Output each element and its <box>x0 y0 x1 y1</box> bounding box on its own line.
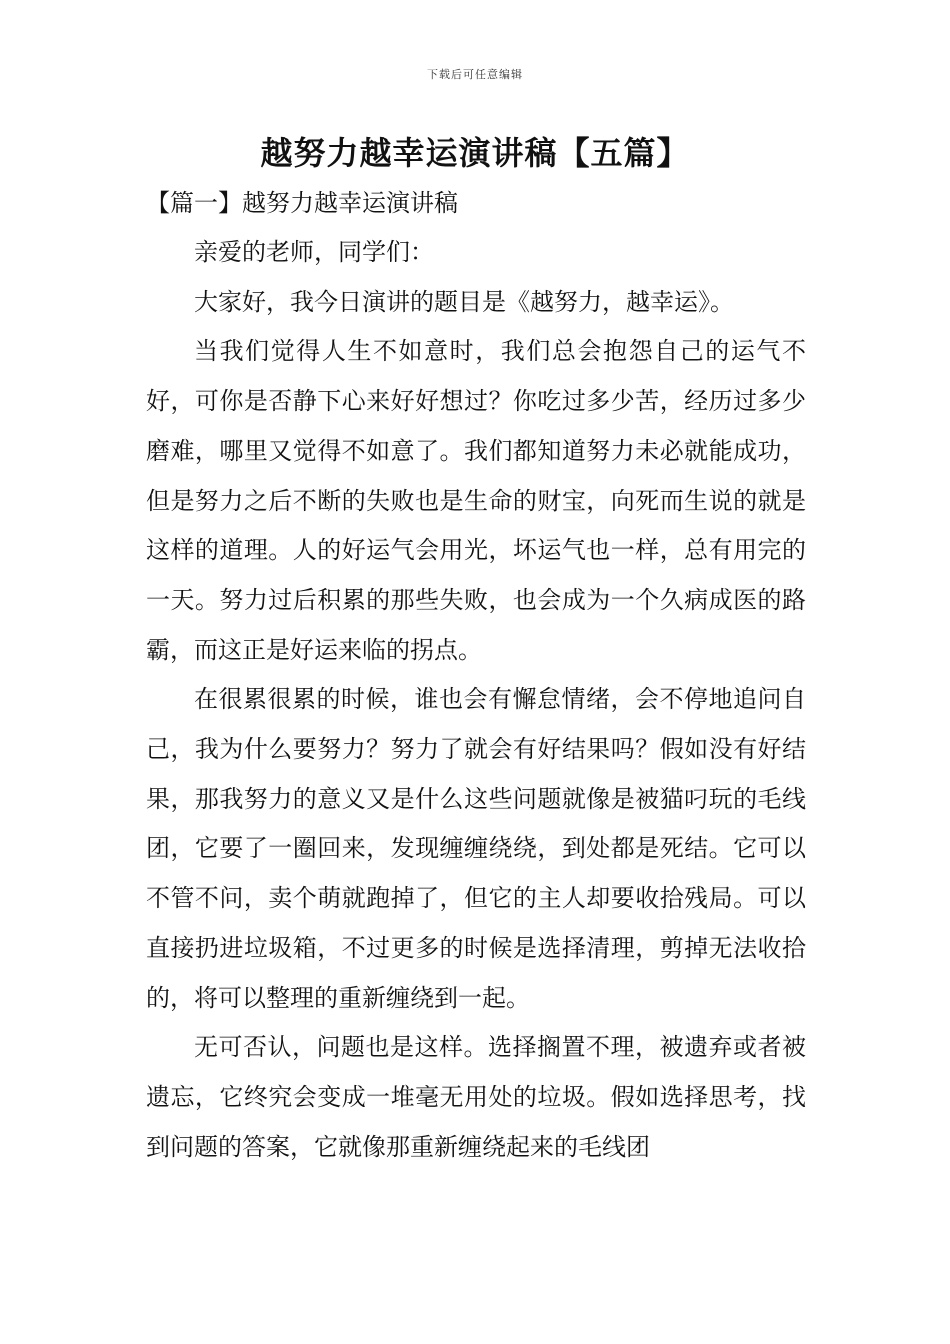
paragraph-intro: 大家好，我今日演讲的题目是《越努力，越幸运》。 <box>194 287 734 316</box>
body-text <box>146 228 806 1172</box>
paragraph: 在很累很累的时候，谁也会有懈怠情绪，会不停地追问自己，我为什么要努力？努力了就会有好结果吗？假如没有好结果，那我努力的意义又是什么这些问题就像是被猫叼玩的毛线团，它要了一圈回来，发现缠缠绕绕，到处都是死结。它可以不管不问，卖个萌就跑掉了，但它的主人却要收拾残局。可以直接扔进垃圾箱，不过更多的时候是选择清理，剪掉无法收拾的，将可以整理的重新缠绕到一起。 <box>146 685 806 1012</box>
paragraph: 当我们觉得人生不如意时，我们总会抱怨自己的运气不好，可你是否静下心来好好想过？你吃过多少苦，经历过多少磨难，哪里又觉得不如意了。我们都知道努力未必就能成功，但是努力之后不断的失败也是生命的财宝，向死而生说的就是这样的道理。人的好运气会用光，坏运气也一样，总有用完的一天。努力过后积累的那些失败，也会成为一个久病成医的路霸，而这正是好运来临的拐点。 <box>146 337 806 664</box>
section-heading: 【篇一】越努力越幸运演讲稿 <box>146 189 458 217</box>
document-title: 越努力越幸运演讲稿【五篇】 <box>260 134 690 172</box>
paragraph: 无可否认，问题也是这样。选择搁置不理，被遗弃或者被遗忘，它终究会变成一堆毫无用处的垃圾。假如选择思考，找到问题的答案，它就像那重新缠绕起来的毛线团 <box>146 1033 806 1161</box>
header-note: 下载后可任意编辑 <box>427 68 523 81</box>
paragraph-greeting: 亲爱的老师，同学们： <box>194 238 434 266</box>
